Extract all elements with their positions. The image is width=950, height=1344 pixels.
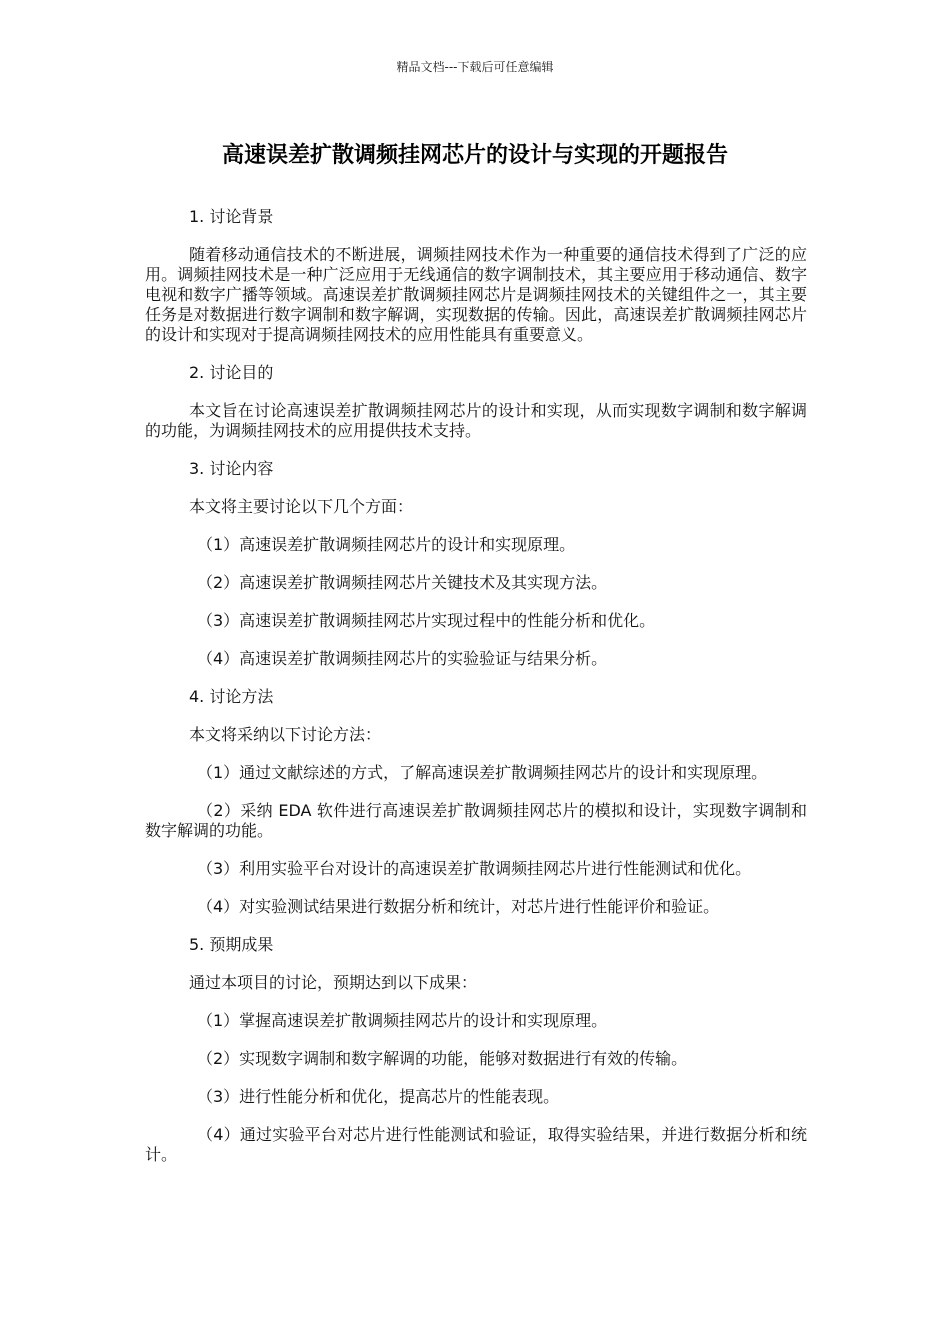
section-heading-outcomes: 5. 预期成果 [189,935,274,954]
list-item: （1）掌握高速误差扩散调频挂网芯片的设计和实现原理。 [197,1011,608,1030]
list-item: （2）高速误差扩散调频挂网芯片关键技术及其实现方法。 [197,573,608,592]
list-item: （4）高速误差扩散调频挂网芯片的实验验证与结果分析。 [197,649,608,668]
document-body [145,207,807,1183]
list-item: （1）通过文献综述的方式，了解高速误差扩散调频挂网芯片的设计和实现原理。 [197,763,768,782]
section-paragraph-background: 随着移动通信技术的不断进展，调频挂网技术作为一种重要的通信技术得到了广泛的应用。调频挂网技术是一种广泛应用于无线通信的数字调制技术，其主要应用于移动通信、数字电视和数字广播等领域。高速误差扩散调频挂网芯片是调频挂网技术的关键组件之一，其主要任务是对数据进行数字调制和数字解调，实现数据的传输。因此，高速误差扩散调频挂网芯片的设计和实现对于提高调频挂网技术的应用性能具有重要意义。 [145,245,807,344]
list-item: （4）通过实验平台对芯片进行性能测试和验证，取得实验结果，并进行数据分析和统计。 [145,1125,807,1164]
section-paragraph-purpose: 本文旨在讨论高速误差扩散调频挂网芯片的设计和实现，从而实现数字调制和数字解调的功能，为调频挂网技术的应用提供技术支持。 [145,401,807,440]
section-intro-method: 本文将采纳以下讨论方法： [189,725,382,744]
section-heading-purpose: 2. 讨论目的 [189,363,274,382]
section-heading-content: 3. 讨论内容 [189,459,274,478]
list-item: （2）采纳 EDA 软件进行高速误差扩散调频挂网芯片的模拟和设计，实现数字调制和数字解调的功能。 [145,801,807,840]
section-heading-method: 4. 讨论方法 [189,687,274,706]
document-title: 高速误差扩散调频挂网芯片的设计与实现的开题报告 [221,143,728,168]
list-item: （3）高速误差扩散调频挂网芯片实现过程中的性能分析和优化。 [197,611,656,630]
page-header: 精品文档---下载后可任意编辑 [396,60,554,74]
list-item: （3）进行性能分析和优化，提高芯片的性能表现。 [197,1087,560,1106]
section-intro-content: 本文将主要讨论以下几个方面： [189,497,414,516]
list-item: （2）实现数字调制和数字解调的功能，能够对数据进行有效的传输。 [197,1049,688,1068]
section-heading-background: 1. 讨论背景 [189,207,274,226]
list-item: （4）对实验测试结果进行数据分析和统计，对芯片进行性能评价和验证。 [197,897,720,916]
list-item: （3）利用实验平台对设计的高速误差扩散调频挂网芯片进行性能测试和优化。 [197,859,752,878]
list-item: （1）高速误差扩散调频挂网芯片的设计和实现原理。 [197,535,576,554]
section-intro-outcomes: 通过本项目的讨论，预期达到以下成果： [189,973,478,992]
